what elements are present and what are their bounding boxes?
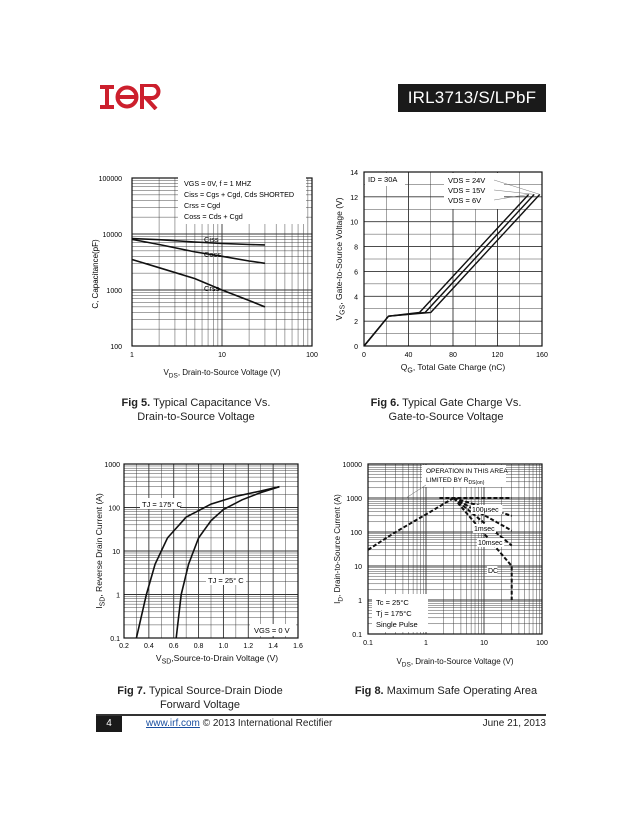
ir-logo <box>100 84 162 110</box>
fig5-x-tick-label: 1 <box>130 352 134 359</box>
fig8-y-tick-label: 1000 <box>346 496 362 503</box>
fig8-annotation: LIMITED BY $R_{DS(on)}$ <box>426 477 485 486</box>
fig6-x-tick-label: 80 <box>449 352 457 359</box>
fig5-series-label: Coss <box>204 250 222 259</box>
fig8-y-tick-label: 10 <box>354 564 362 571</box>
fig6-caption-label: Fig 6. <box>370 397 400 409</box>
fig7-annotation: TJ = 175° C <box>142 500 182 509</box>
fig6-y-tick-label: 0 <box>354 344 358 351</box>
part-number: IRL3713/S/LPbF <box>407 88 537 107</box>
fig8-series-label: DC <box>488 568 499 575</box>
fig8-y-tick-label: 100 <box>350 530 362 537</box>
fig7-x-tick-label: 1.6 <box>293 643 303 650</box>
fig6-x-tick-label: 40 <box>404 352 413 359</box>
fig7-x-tick-label: 0.4 <box>143 643 154 650</box>
fig7-x-tick-label: 1.4 <box>268 643 279 650</box>
fig6-y-tick-label: 12 <box>350 194 358 202</box>
fig7-source-drain-chart <box>80 452 330 672</box>
fig8-x-tick-label: 10 <box>480 640 488 647</box>
fig8-x-tick-label: 100 <box>536 640 548 647</box>
fig5-caption-label: Fig 5. <box>121 397 151 409</box>
fig6-caption-line2: Gate-to-Source Voltage <box>388 411 504 423</box>
fig6-y-tick-label: 4 <box>354 294 358 302</box>
fig8-y-tick-label: 1 <box>358 598 362 605</box>
fig8-caption-line1: Maximum Safe Operating Area <box>386 685 538 697</box>
fig7-y-tick-label: 1000 <box>104 462 120 469</box>
copyright-text: © 2013 International Rectifier <box>202 718 333 729</box>
fig6-y-tick-label: 8 <box>354 244 358 252</box>
fig5-y-axis-label: C, Capacitance(pF) <box>91 239 100 309</box>
fig8-annotation: Single Pulse <box>376 620 418 629</box>
fig7-x-tick-label: 1.2 <box>243 643 254 650</box>
footer-url-text <box>146 716 332 732</box>
fig7-caption-label: Fig 7. <box>117 685 146 697</box>
fig7-y-tick-label: 100 <box>108 505 120 513</box>
fig5-series-line <box>132 260 265 307</box>
fig6-series-label: VDS = 15V <box>448 186 486 195</box>
fig7-caption-line2: Forward Voltage <box>159 699 241 711</box>
fig7-annotation: VGS = 0 V <box>254 626 290 635</box>
fig8-x-tick-label: 1 <box>424 640 428 647</box>
fig5-y-tick-label: 1000 <box>106 288 122 295</box>
fig6-series-label: VDS = 6V <box>448 196 482 205</box>
fig8-x-tick-label: 0.1 <box>363 640 373 647</box>
fig5-caption-line2: Drain-to-Source Voltage <box>137 411 255 423</box>
fig6-gate-charge-chart <box>326 160 566 385</box>
fig7-caption-line1: Typical Source-Drain Diode <box>148 685 283 697</box>
fig6-y-tick-label: 14 <box>350 170 358 177</box>
fig5-annotation: Ciss = Cgs + Cgd, Cds SHORTED <box>184 190 295 199</box>
fig6-annotation: ID = 30A <box>368 175 398 184</box>
fig8-y-tick-label: 10000 <box>342 462 362 469</box>
fig8-series-label: 10msec <box>478 540 503 547</box>
fig6-y-tick-label: 6 <box>354 269 358 277</box>
fig7-x-tick-label: 0.6 <box>168 643 179 650</box>
fig5-y-tick-label: 100000 <box>98 176 122 183</box>
fig7-x-tick-label: 0.2 <box>119 643 129 650</box>
fig5-series-label: Ciss <box>204 235 219 244</box>
fig7-y-tick-label: 0.1 <box>110 636 120 643</box>
fig7-x-tick-label: 1.0 <box>218 643 229 650</box>
fig5-y-tick-label: 100 <box>110 344 122 351</box>
fig7-caption <box>100 684 300 712</box>
fig5-capacitance-chart <box>80 160 330 385</box>
fig5-series-label: Crss <box>204 284 220 293</box>
fig6-x-tick-label: 120 <box>491 352 504 359</box>
fig5-y-tick-label: 10000 <box>102 232 122 239</box>
fig8-series-label: 1msec <box>474 526 495 533</box>
fig6-y-tick-label: 10 <box>350 219 358 227</box>
fig6-y-axis-label: $V_{GS}$, Gate-to-Source Voltage (V) <box>334 197 347 321</box>
fig6-y-tick-label: 2 <box>354 319 358 327</box>
fig6-caption-line1: Typical Gate Charge Vs. <box>402 397 522 409</box>
fig5-x-tick-label: 100 <box>306 352 318 359</box>
fig7-y-tick-label: 10 <box>112 549 120 556</box>
fig8-safe-operating-area-chart <box>326 452 566 672</box>
fig6-series-line <box>364 194 534 346</box>
fig5-annotation: VGS = 0V, f = 1 MHZ <box>184 179 252 188</box>
footer-date: June 21, 2013 <box>482 718 546 729</box>
fig8-y-axis-label: $I_D$, Drain-to-Source Current (A) <box>333 494 345 604</box>
fig5-series-line <box>132 239 265 263</box>
fig8-y-tick-label: 0.1 <box>352 632 362 639</box>
fig8-x-axis-label: $V_{DS}$, Drain-to-Source Voltage (V) <box>396 657 514 669</box>
fig8-leader-line <box>406 485 426 498</box>
fig7-x-tick-label: 0.8 <box>193 643 204 650</box>
fig7-y-tick-label: 1 <box>116 592 120 600</box>
fig5-x-axis-label: $V_{DS}$, Drain-to-Source Voltage (V) <box>163 368 281 380</box>
page-number: 4 <box>96 716 122 732</box>
website-link[interactable]: www.irf.com <box>146 718 200 729</box>
fig6-x-tick-label: 0 <box>362 352 366 359</box>
fig5-annotation: Crss = Cgd <box>184 201 221 210</box>
fig8-caption <box>346 684 546 698</box>
fig7-annotation: TJ = 25° C <box>208 576 244 585</box>
fig5-caption <box>96 396 296 424</box>
fig6-x-tick-label: 160 <box>536 352 548 359</box>
fig7-y-axis-label: $I_{SD}$, Reverse Drain Current (A) <box>94 493 107 609</box>
fig8-annotation: Tj = 175°C <box>376 609 412 618</box>
fig5-annotation: Coss = Cds + Cgd <box>184 212 243 221</box>
part-number-header <box>398 84 546 112</box>
fig8-annotation: Tc = 25°C <box>376 598 409 607</box>
fig6-x-axis-label: $Q_G$, Total Gate Charge (nC) <box>400 362 506 375</box>
fig5-caption-line1: Typical Capacitance Vs. <box>153 397 271 409</box>
fig6-series-line <box>364 194 529 346</box>
fig7-x-axis-label: $V_{SD},Source-to$-Drain Voltage (V) <box>155 653 279 666</box>
fig8-series-label: 100µsec <box>472 507 499 514</box>
fig6-series-label: VDS = 24V <box>448 176 486 185</box>
fig8-caption-label: Fig 8. <box>354 685 384 697</box>
fig6-caption <box>346 396 546 424</box>
fig5-x-tick-label: 10 <box>218 352 226 359</box>
fig8-annotation: OPERATION IN THIS AREA <box>426 468 508 475</box>
